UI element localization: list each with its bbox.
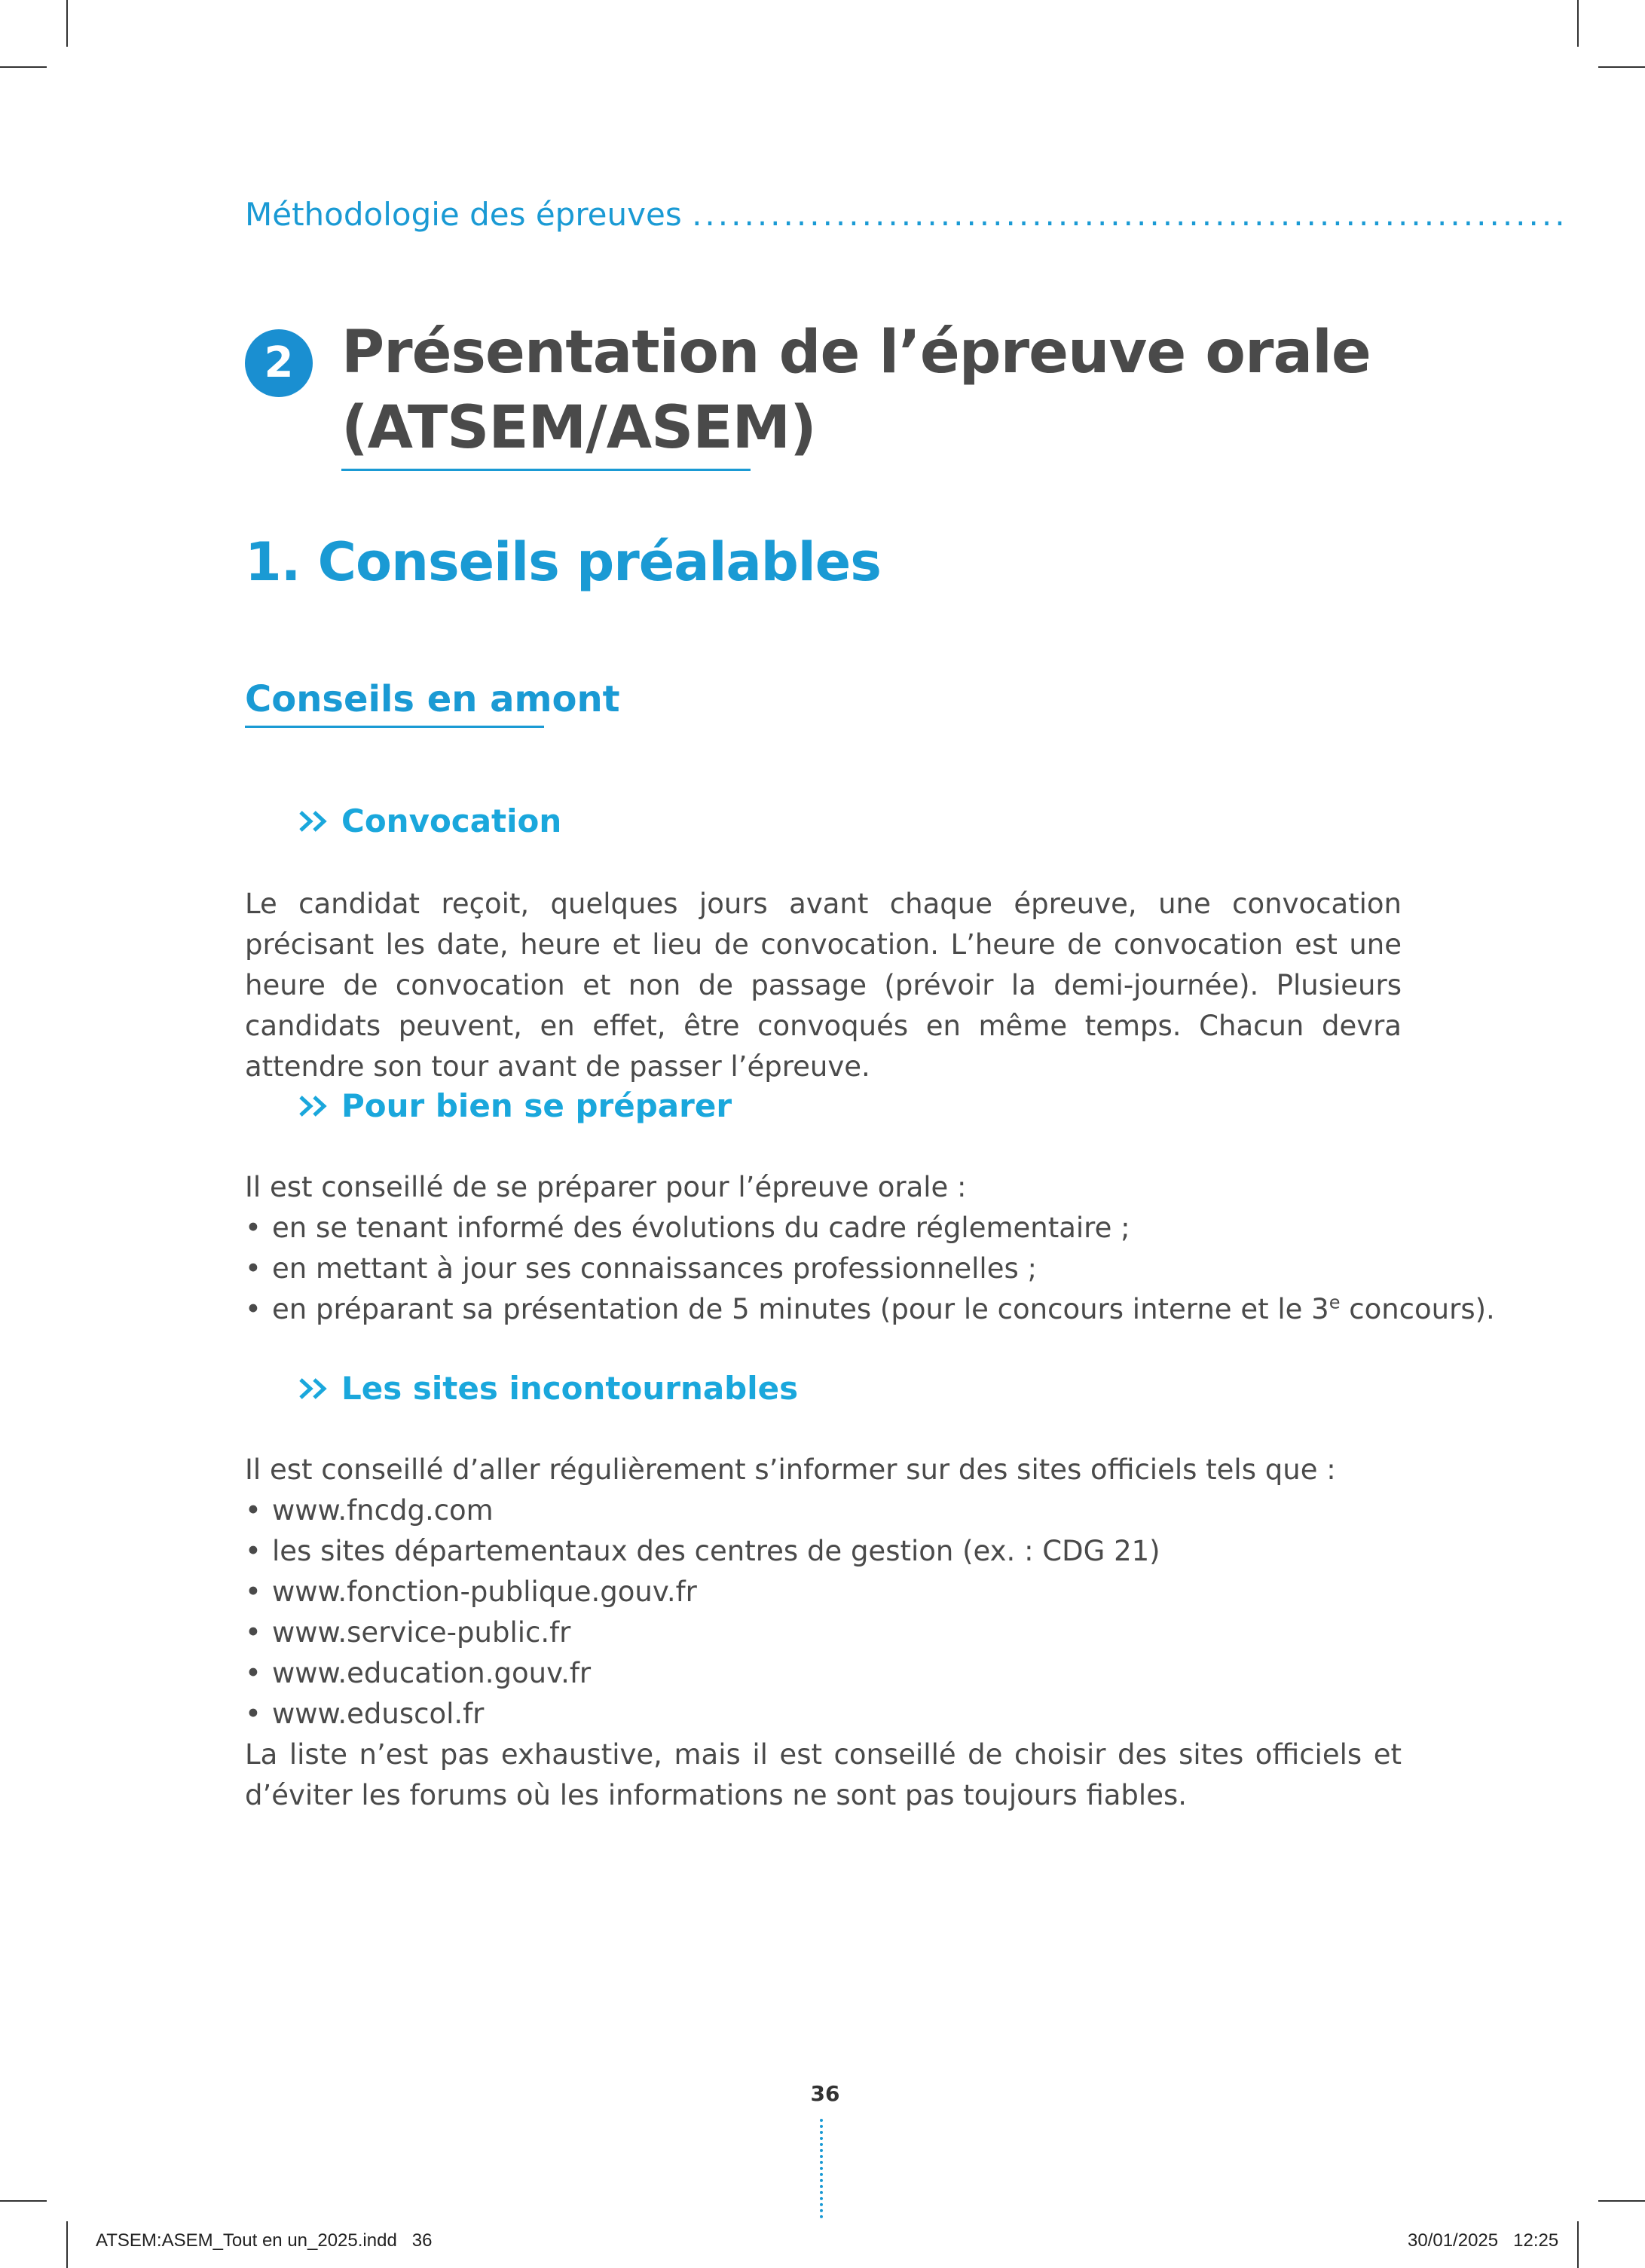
crop-mark bbox=[0, 2200, 47, 2202]
crop-mark bbox=[1577, 2221, 1579, 2268]
crop-mark bbox=[66, 0, 68, 47]
sites-heading bbox=[298, 1370, 798, 1407]
list-item-text: en se tenant informé des évolutions du cadre réglementaire ; bbox=[272, 1212, 1130, 1244]
page-number: 36 bbox=[810, 2081, 840, 2106]
list-item: • en se tenant informé des évolutions du cadre réglementaire ; bbox=[245, 1212, 1130, 1244]
section-title: 1. Conseils préalables bbox=[245, 531, 881, 593]
double-chevron-icon bbox=[298, 1376, 331, 1401]
site-link[interactable]: www.education.gouv.fr bbox=[272, 1657, 592, 1689]
list-item: • www.fonction-publique.gouv.fr bbox=[245, 1576, 697, 1608]
preparation-intro: Il est conseillé de se préparer pour l’épreuve orale : bbox=[245, 1171, 967, 1203]
crop-mark bbox=[0, 66, 47, 68]
site-link[interactable]: www.eduscol.fr bbox=[272, 1698, 485, 1730]
chapter-title-underline bbox=[341, 469, 751, 471]
list-item: • en préparant sa présentation de 5 minutes (pour le concours interne et le 3e concours). bbox=[245, 1291, 1495, 1325]
crop-mark bbox=[66, 2221, 68, 2268]
list-item: • www.education.gouv.fr bbox=[245, 1657, 592, 1689]
crop-mark bbox=[1598, 66, 1645, 68]
site-link[interactable]: www.fncdg.com bbox=[272, 1494, 494, 1527]
list-item-text-end: concours). bbox=[1340, 1293, 1495, 1325]
list-item-text: les sites départementaux des centres de gestion (ex. : CDG 21) bbox=[272, 1535, 1160, 1567]
list-item: • www.eduscol.fr bbox=[245, 1698, 485, 1730]
chapter-number-badge: 2 bbox=[245, 329, 313, 397]
superscript: e bbox=[1329, 1291, 1341, 1313]
crop-mark bbox=[1577, 0, 1579, 47]
page-dots-divider bbox=[820, 2119, 823, 2218]
sites-heading-text: Les sites incontournables bbox=[341, 1370, 799, 1407]
convocation-heading-text: Convocation bbox=[341, 802, 562, 839]
running-head bbox=[245, 196, 1568, 233]
running-head-text: Méthodologie des épreuves bbox=[245, 196, 682, 233]
list-item: • www.fncdg.com bbox=[245, 1494, 494, 1527]
crop-mark bbox=[1598, 2200, 1645, 2202]
preparation-heading bbox=[298, 1087, 732, 1124]
double-chevron-icon bbox=[298, 1093, 331, 1119]
subsection-underline bbox=[245, 726, 544, 728]
site-link[interactable]: www.fonction-publique.gouv.fr bbox=[272, 1576, 697, 1608]
convocation-paragraph: Le candidat reçoit, quelques jours avant chaque épreuve, une convocation précisant les date, heure et lieu de convocation. L’heure de convocation est une heure de convocation et non de passage (prévoir la demi-journée). Plusieurs candidats peuvent, en effet, être convoqués en même temps. Chacun devra attendre son tour avant de passer l’épreuve. bbox=[245, 888, 1402, 1083]
list-item: • www.service-public.fr bbox=[245, 1616, 571, 1649]
print-slug-file: ATSEM:ASEM_Tout en un_2025.indd 36 bbox=[96, 2230, 433, 2251]
chapter-title bbox=[341, 315, 1472, 466]
preparation-heading-text: Pour bien se préparer bbox=[341, 1087, 732, 1124]
sites-closing: La liste n’est pas exhaustive, mais il est conseillé de choisir des sites officiels et d’éviter les forums où les informations ne sont pas toujours fiables. bbox=[245, 1738, 1402, 1811]
list-item: • en mettant à jour ses connaissances professionnelles ; bbox=[245, 1252, 1037, 1285]
convocation-heading bbox=[298, 802, 561, 839]
list-item-text: en mettant à jour ses connaissances professionnelles ; bbox=[272, 1252, 1037, 1285]
double-chevron-icon bbox=[298, 808, 331, 834]
list-item: • les sites départementaux des centres de gestion (ex. : CDG 21) bbox=[245, 1535, 1160, 1567]
list-item-text: en préparant sa présentation de 5 minutes (pour le concours interne et le 3 bbox=[272, 1293, 1329, 1325]
site-link[interactable]: www.service-public.fr bbox=[272, 1616, 571, 1649]
running-head-dots: ................................................................... bbox=[692, 196, 1568, 233]
sites-intro: Il est conseillé d’aller régulièrement s’informer sur des sites officiels tels que : bbox=[245, 1453, 1336, 1486]
subsection-title: Conseils en amont bbox=[245, 678, 620, 720]
print-slug-date: 30/01/2025 12:25 bbox=[1408, 2230, 1559, 2251]
chapter-title-line2: (ATSEM/ASEM) bbox=[341, 394, 816, 462]
chapter-title-line1: Présentation de l’épreuve orale bbox=[341, 319, 1371, 387]
